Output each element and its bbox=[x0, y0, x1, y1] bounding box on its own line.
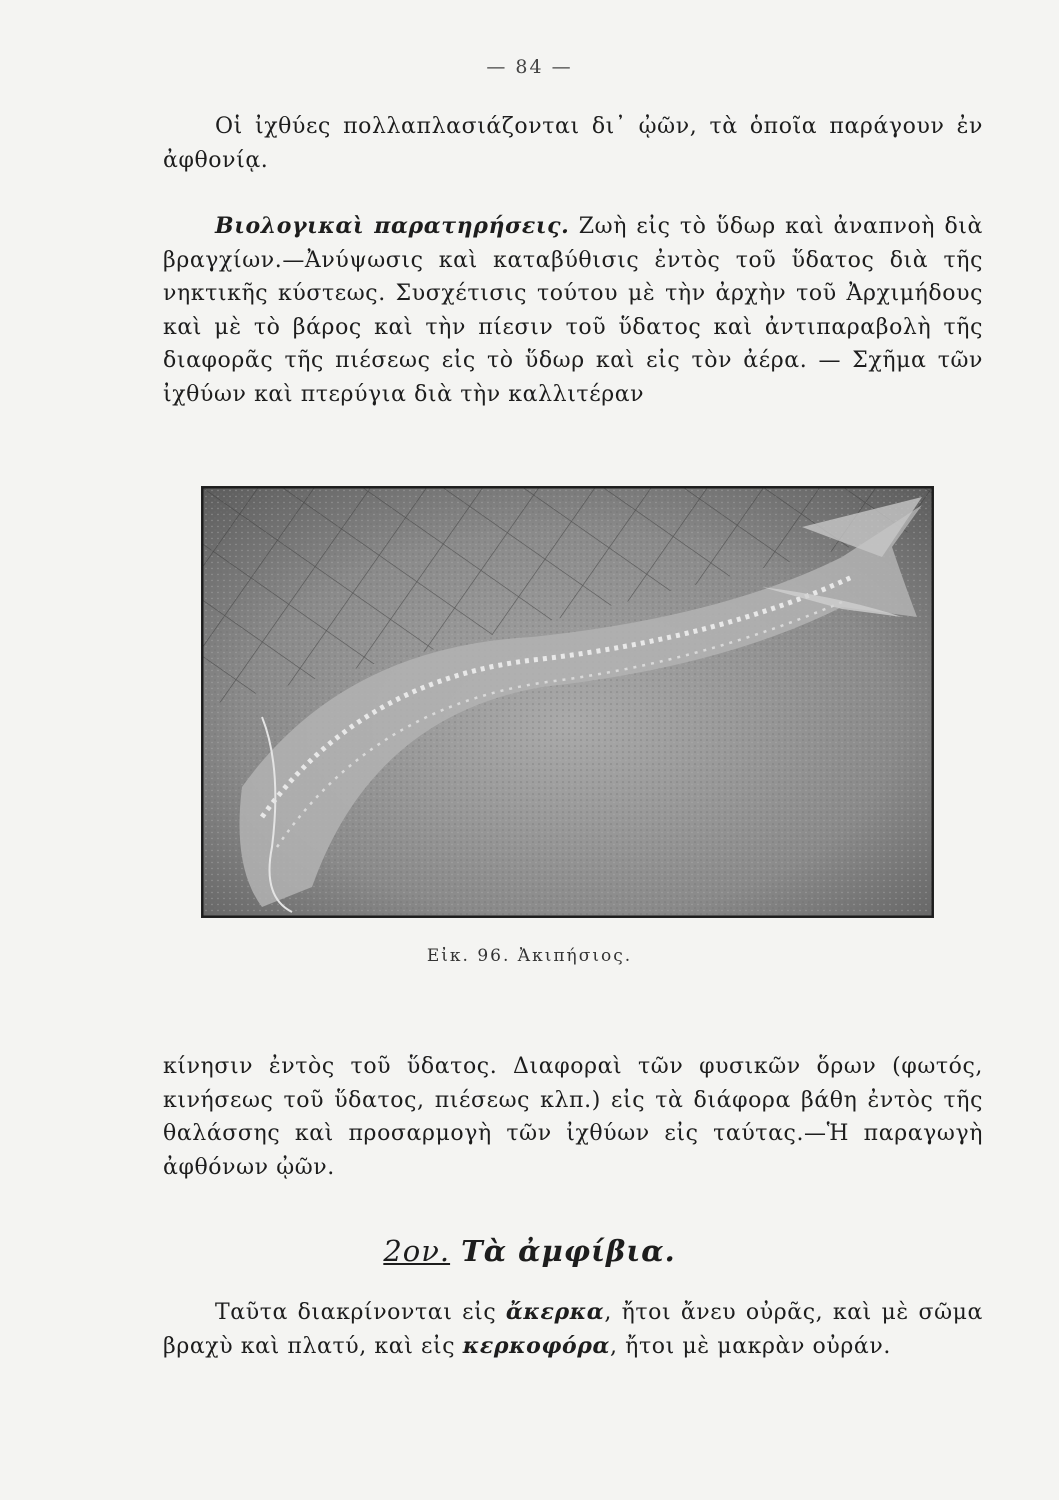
paragraph-text: Ταῦτα διακρίνονται εἰς bbox=[215, 1300, 506, 1325]
paragraph-text: , ἤτοι ἄνευ οὐρᾶς, καὶ μὲ σῶμα βραχὺ καὶ πλατύ, καὶ εἰς bbox=[163, 1300, 983, 1359]
section-title: Τὰ ἀμφίβια. bbox=[450, 1234, 676, 1268]
paragraph-text: Ζωὴ εἰς τὸ ὕδωρ καὶ ἀναπνοὴ διὰ βραγχίων.—Ἀνύψωσις καὶ καταβύθισις ἐντὸς τοῦ ὕδατος διὰ τῆς νηκτικῆς κύστεως. Συσχέτισις τούτου μὲ τὴν ἀρχὴν τοῦ Ἀρχιμήδους καὶ μὲ τὸ βάρος καὶ τὴν πίεσιν τοῦ ὕδατος καὶ ἀντιπαραβολὴ τῆς διαφορᾶς τῆς πιέσεως εἰς τὸ ὕδωρ καὶ εἰς τὸν ἀέρα. — Σχῆμα τῶν ἰχθύων καὶ πτερύγια διὰ τὴν καλλιτέραν bbox=[163, 214, 983, 407]
paragraph-biological-observations bbox=[163, 210, 983, 411]
paragraph-heading: Βιολογικαὶ παρατηρήσεις. bbox=[215, 213, 570, 239]
figure-caption: Εἰκ. 96. Ἀκιπήσιος. bbox=[426, 946, 633, 966]
paragraph-text: Οἱ ἰχθύες πολλαπλασιάζονται δι᾽ ᾠῶν, τὰ ὁποῖα παράγουν ἐν ἀφθονίᾳ. bbox=[163, 114, 983, 173]
paragraph-text: κίνησιν ἐντὸς τοῦ ὕδατος. Διαφοραὶ τῶν φυσικῶν ὅρων (φωτός, κινήσεως τοῦ ὕδατος, πιέσεως κλπ.) εἰς τὰ διάφορα βάθη ἐντὸς τῆς θαλάσσης καὶ προσαρμογὴ τῶν ἰχθύων εἰς ταύτας.—Ἡ παραγωγὴ ἀφθόνων ᾠῶν. bbox=[163, 1054, 983, 1180]
term-akerka: ἄκερκα bbox=[505, 1299, 605, 1325]
sturgeon-illustration bbox=[201, 486, 934, 918]
paragraph-continuation bbox=[163, 1050, 983, 1184]
paragraph-text: , ἤτοι μὲ μακρὰν οὐράν. bbox=[610, 1333, 891, 1359]
section-heading-amphibians bbox=[0, 1234, 1059, 1268]
paragraph-amphibians bbox=[163, 1296, 983, 1363]
term-kerkofora: κερκοφόρα bbox=[462, 1332, 610, 1359]
paragraph-reproduction bbox=[163, 110, 983, 177]
page-number: — 84 — bbox=[486, 56, 573, 78]
section-number: 2ον. bbox=[383, 1234, 451, 1268]
